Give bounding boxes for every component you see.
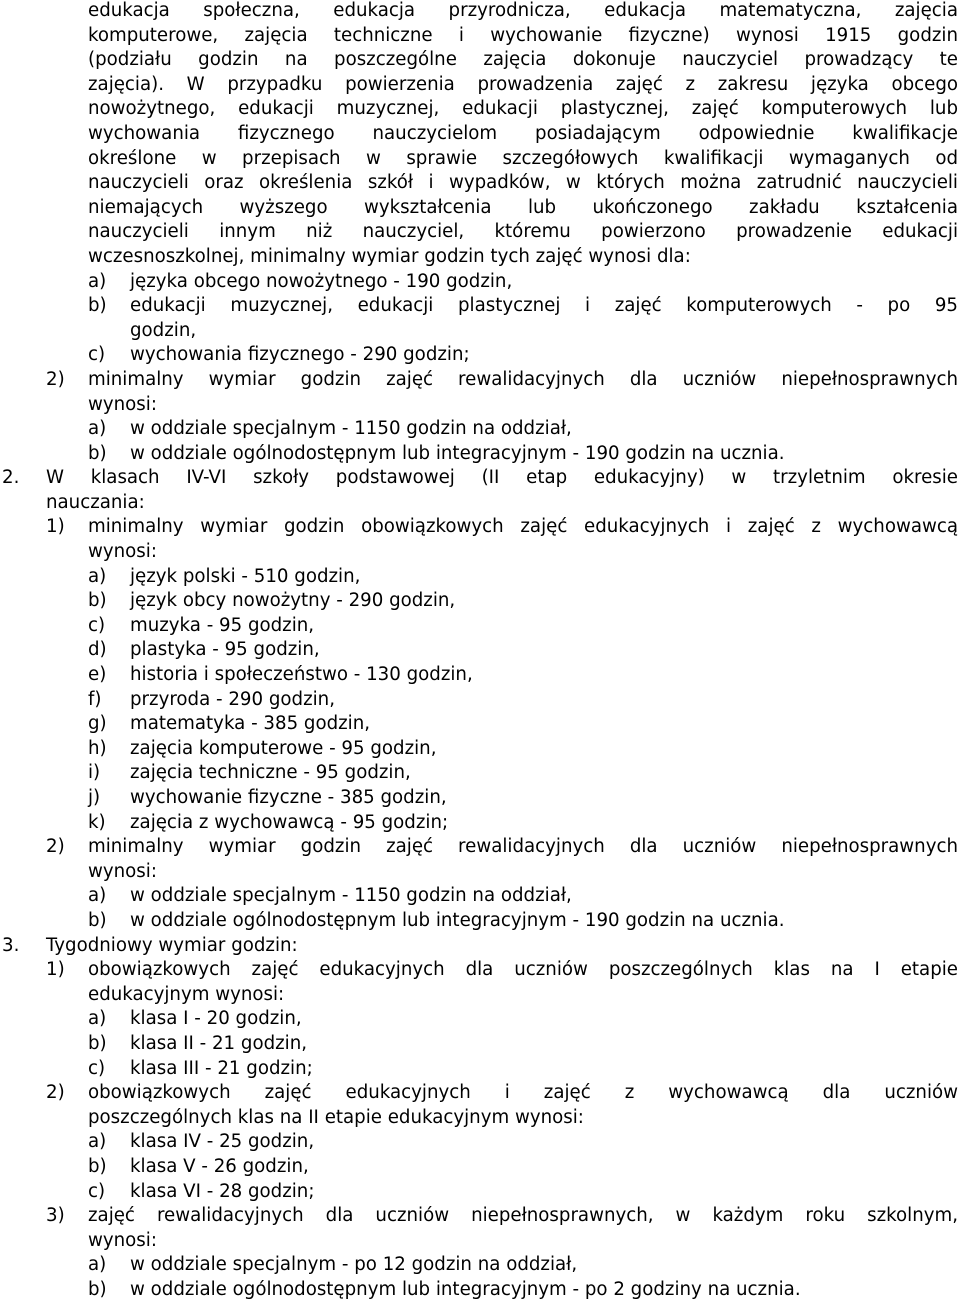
line-text: muzyka - 95 godzin,	[130, 614, 315, 636]
line-text: edukacji muzycznej, edukacji plastycznej i zajęć komputerowych - po 95	[130, 295, 958, 317]
line-text: przyroda - 290 godzin,	[130, 688, 335, 710]
document-line	[0, 294, 960, 319]
line-text: wczesnoszkolnej, minimalny wymiar godzin tych zajęć wynosi dla:	[88, 245, 691, 267]
line-text: matematyka - 385 godzin,	[130, 713, 371, 735]
document-line	[0, 417, 960, 442]
list-marker: c)	[88, 344, 106, 366]
document-line	[0, 958, 960, 983]
document-line	[0, 1032, 960, 1057]
line-text: zajęcia). W przypadku powierzenia prowadzenia zajęć z zakresu języka obcego	[88, 73, 958, 95]
document-line	[0, 540, 960, 565]
line-text: klasa IV - 25 godzin,	[130, 1131, 315, 1153]
list-marker: b)	[88, 909, 107, 931]
list-marker: a)	[88, 1254, 107, 1276]
line-text: zajęcia techniczne - 95 godzin,	[130, 762, 411, 784]
list-marker: b)	[88, 1032, 107, 1054]
line-text: w oddziale specjalnym - 1150 godzin na oddział,	[130, 418, 572, 440]
list-marker: c)	[88, 1180, 106, 1202]
line-text: klasa VI - 28 godzin;	[130, 1180, 315, 1202]
document-line	[0, 638, 960, 663]
line-text: (podziału godzin na poszczególne zajęcia dokonuje nauczyciel prowadzący te	[88, 49, 958, 71]
line-text: minimalny wymiar godzin obowiązkowych zajęć edukacyjnych i zajęć z wychowawcą	[88, 516, 958, 538]
document-line	[0, 270, 960, 295]
line-text: klasa III - 21 godzin;	[130, 1057, 313, 1079]
document-line	[0, 614, 960, 639]
document-line	[0, 663, 960, 688]
list-marker: j)	[88, 787, 101, 808]
document-line	[0, 220, 960, 245]
document-line	[0, 934, 960, 959]
list-marker: b)	[88, 1155, 107, 1177]
line-text: wynosi:	[88, 860, 157, 882]
line-text: zajęć rewalidacyjnych dla uczniów niepełnosprawnych, w każdym roku szkolnym,	[88, 1205, 958, 1227]
document-line	[0, 24, 960, 49]
line-text: obowiązkowych zajęć edukacyjnych dla uczniów poszczególnych klas na I etapie	[88, 959, 958, 981]
line-text: niemających wyższego wykształcenia lub ukończonego zakładu kształcenia	[88, 196, 958, 218]
line-text: w oddziale ogólnodostępnym lub integracyjnym - po 2 godziny na ucznia.	[130, 1278, 801, 1300]
list-marker: a)	[88, 1131, 107, 1153]
list-marker: 2)	[46, 1082, 65, 1104]
document-line	[0, 1204, 960, 1229]
list-marker: e)	[88, 664, 107, 686]
document-line	[0, 1081, 960, 1106]
line-text: komputerowe, zajęcia techniczne i wychowanie fizyczne) wynosi 1915 godzin	[88, 24, 958, 46]
list-marker: c)	[88, 1057, 106, 1079]
list-marker: b)	[88, 590, 107, 612]
line-text: historia i społeczeństwo - 130 godzin,	[130, 664, 473, 686]
line-text: język polski - 510 godzin,	[130, 565, 361, 587]
line-text: wynosi:	[88, 1229, 157, 1251]
list-marker: h)	[88, 737, 107, 759]
line-text: język obcy nowożytny - 290 godzin,	[130, 590, 456, 612]
line-text: zajęcia z wychowawcą - 95 godzin;	[130, 811, 449, 833]
document-line	[0, 368, 960, 393]
line-text: wychowania fizycznego nauczycielom posiadającym odpowiednie kwalifikacje	[88, 122, 958, 144]
document-line	[0, 1155, 960, 1180]
document-line	[0, 1180, 960, 1205]
line-text: w oddziale specjalnym - 1150 godzin na oddział,	[130, 885, 572, 907]
document-line	[0, 761, 960, 786]
list-marker: 1)	[46, 959, 65, 981]
list-marker: c)	[88, 614, 106, 636]
document-line	[0, 48, 960, 73]
line-text: minimalny wymiar godzin zajęć rewalidacyjnych dla uczniów niepełnosprawnych	[88, 368, 958, 390]
document-line	[0, 97, 960, 122]
line-text: Tygodniowy wymiar godzin:	[46, 934, 298, 956]
document-line	[0, 0, 960, 24]
document-line	[0, 565, 960, 590]
line-text: w oddziale ogólnodostępnym lub integracyjnym - 190 godzin na ucznia.	[130, 442, 785, 464]
line-text: w oddziale specjalnym - po 12 godzin na oddział,	[130, 1254, 578, 1276]
list-marker: a)	[88, 1008, 107, 1030]
document-line	[0, 491, 960, 516]
line-text: klasa V - 26 godzin,	[130, 1155, 309, 1177]
line-text: godzin,	[130, 319, 197, 341]
list-marker: 3.	[2, 934, 20, 956]
line-text: klasa II - 21 godzin,	[130, 1032, 308, 1054]
list-marker: a)	[88, 565, 107, 587]
list-marker: a)	[88, 885, 107, 907]
list-marker: 2.	[2, 467, 20, 489]
line-text: w oddziale ogólnodostępnym lub integracyjnym - 190 godzin na ucznia.	[130, 909, 785, 931]
document-line	[0, 1229, 960, 1254]
line-text: W klasach IV-VI szkoły podstawowej (II etap edukacyjny) w trzyletnim okresie	[46, 467, 958, 489]
document-line	[0, 122, 960, 147]
list-marker: 1)	[46, 516, 65, 538]
document-line	[0, 860, 960, 885]
line-text: wychowania fizycznego - 290 godzin;	[130, 344, 470, 366]
line-text: wynosi:	[88, 393, 157, 415]
list-marker: f)	[88, 688, 102, 710]
document-line	[0, 1253, 960, 1278]
line-text: klasa I - 20 godzin,	[130, 1008, 302, 1030]
document-line	[0, 393, 960, 418]
list-marker: a)	[88, 270, 107, 292]
document-line	[0, 245, 960, 270]
list-marker: d)	[88, 639, 107, 661]
document-line	[0, 171, 960, 196]
line-text: nauczycieli oraz określenia szkół i wypadków, w których można zatrudnić nauczycieli	[88, 172, 958, 194]
line-text: edukacyjnym wynosi:	[88, 983, 285, 1005]
line-text: wychowanie fizyczne - 385 godzin,	[130, 787, 447, 808]
document-line	[0, 319, 960, 344]
document-line	[0, 884, 960, 909]
document-line	[0, 737, 960, 762]
document-line	[0, 712, 960, 737]
document-line	[0, 1057, 960, 1082]
document-line	[0, 196, 960, 221]
list-marker: b)	[88, 295, 107, 317]
line-text: nauczycieli innym niż nauczyciel, któremu powierzono prowadzenie edukacji	[88, 221, 958, 243]
document-line	[0, 515, 960, 540]
document-line	[0, 835, 960, 860]
line-text: minimalny wymiar godzin zajęć rewalidacyjnych dla uczniów niepełnosprawnych	[88, 836, 958, 858]
list-marker: 3)	[46, 1205, 65, 1227]
line-text: określone w przepisach w sprawie szczegółowych kwalifikacji wymaganych od	[88, 147, 958, 169]
document-line	[0, 442, 960, 467]
document-line	[0, 147, 960, 172]
line-text: poszczególnych klas na II etapie edukacyjnym wynosi:	[88, 1106, 584, 1128]
line-text: zajęcia komputerowe - 95 godzin,	[130, 737, 437, 759]
document-line	[0, 589, 960, 614]
list-marker: 2)	[46, 368, 65, 390]
document-line	[0, 343, 960, 368]
list-marker: b)	[88, 1278, 107, 1300]
document-line	[0, 811, 960, 836]
list-marker: g)	[88, 713, 107, 735]
line-text: nowożytnego, edukacji muzycznej, edukacji plastycznej, zajęć komputerowych lub	[88, 98, 958, 120]
line-text: wynosi:	[88, 541, 157, 563]
list-marker: 2)	[46, 836, 65, 858]
document-line	[0, 786, 960, 811]
line-text: edukacja społeczna, edukacja przyrodnicza, edukacja matematyczna, zajęcia	[88, 0, 958, 21]
list-marker: b)	[88, 442, 107, 464]
document-line	[0, 73, 960, 98]
list-marker: i)	[88, 762, 101, 784]
document-line	[0, 1106, 960, 1131]
document-line	[0, 983, 960, 1008]
line-text: plastyka - 95 godzin,	[130, 639, 320, 661]
document-line	[0, 909, 960, 934]
line-text: nauczania:	[46, 491, 145, 513]
document-line	[0, 688, 960, 713]
document-line	[0, 1278, 960, 1303]
list-marker: k)	[88, 811, 106, 833]
list-marker: a)	[88, 418, 107, 440]
document-line	[0, 466, 960, 491]
document-line	[0, 1130, 960, 1155]
line-text: obowiązkowych zajęć edukacyjnych i zajęć z wychowawcą dla uczniów	[88, 1082, 958, 1104]
document-line	[0, 1007, 960, 1032]
line-text: języka obcego nowożytnego - 190 godzin,	[130, 270, 513, 292]
